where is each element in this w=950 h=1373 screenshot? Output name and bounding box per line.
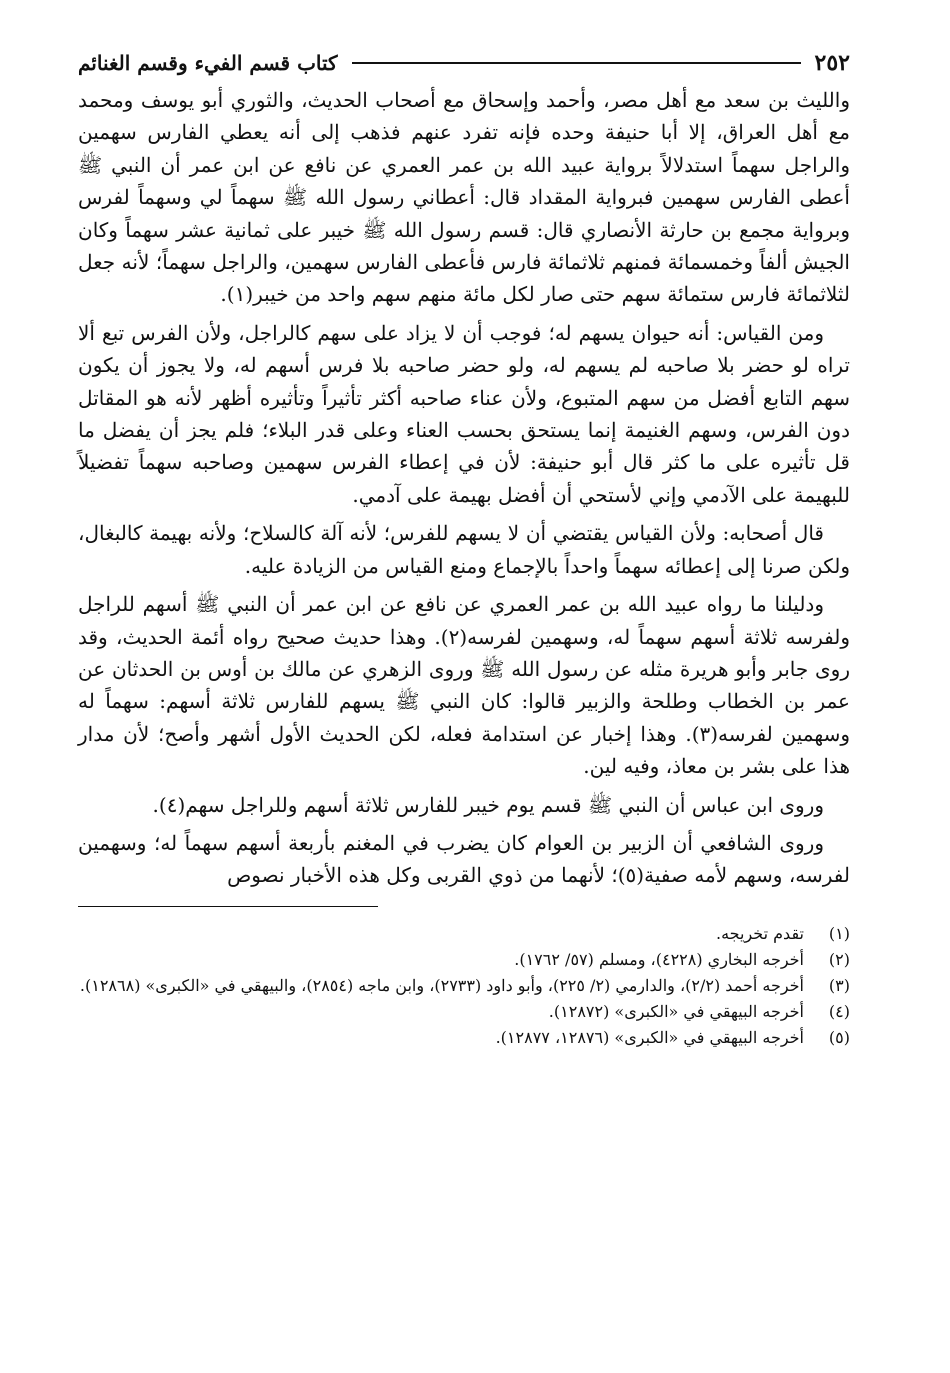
footnote-divider bbox=[78, 906, 378, 907]
footnotes bbox=[78, 921, 850, 1051]
footnote bbox=[78, 947, 850, 973]
footnote-text: أخرجه البيهقي في «الكبرى» (١٢٨٧٦، ١٢٨٧٧). bbox=[495, 1027, 804, 1047]
header-divider bbox=[352, 62, 801, 64]
footnote-text: أخرجه البخاري (٤٢٢٨)، ومسلم (٥٧/ ١٧٦٢). bbox=[514, 949, 804, 969]
paragraph: قال أصحابه: ولأن القياس يقتضي أن لا يسهم للفرس؛ لأنه آلة كالسلاح؛ ولأنه بهيمة كالبغال، ولكن صرنا إلى إعطائه سهماً واحداً بالإجماع ومنع القياس من الزيادة عليه. bbox=[78, 521, 850, 578]
footnote bbox=[78, 973, 850, 999]
footnote-number: (٥) bbox=[828, 1027, 850, 1047]
footnote-text: أخرجه أحمد (٢/٢)، والدارمي (٢/ ٢٢٥)، وأبو داود (٢٧٣٣)، وابن ماجه (٢٨٥٤)، والبيهقي في «الكبرى» (١٢٨٦٨). bbox=[79, 975, 804, 995]
footnote-number: (٤) bbox=[828, 1001, 850, 1021]
page-header bbox=[78, 46, 850, 80]
paragraph: وروى الشافعي أن الزبير بن العوام كان يضرب في المغنم بأربعة أسهم سهماً له؛ وسهمين لفرسه، وسهم لأمه صفية(٥)؛ لأنهما من ذوي القربى وكل هذه الأخبار نصوص bbox=[78, 830, 850, 888]
footnote-number: (٣) bbox=[828, 975, 850, 995]
footnote-text: أخرجه البيهقي في «الكبرى» (١٢٨٧٢). bbox=[548, 1001, 804, 1021]
paragraph: والليث بن سعد مع أهل مصر، وأحمد وإسحاق مع أصحاب الحديث، والثوري أبو يوسف ومحمد مع أهل العراق، إلا أبا حنيفة وحده فإنه تفرد عنهم فذهب إلى أنه يعطي الفارس سهمين والراجل سهماً استدلالاً برواية عبيد الله بن عمر العمري عن نافع عن ابن عمر أن النبي ﷺ أعطى الفارس سهمين فبرواية المقداد قال: أعطاني رسول الله ﷺ سهماً لي وسهماً لفرس وبرواية مجمع بن حارثة الأنصاري قال: قسم رسول الله ﷺ خيبر على ثمانية عشر سهماً وكان الجيش ألفاً وخمسمائة فمنهم ثلاثمائة فارس فأعطى الفارس سهمين، والراجل سهماً؛ لأنه جعل لثلاثمائة فارس ستمائة سهم حتى صار لكل مائة منهم سهم واحد من خيبر(١). bbox=[78, 88, 850, 307]
footnote-number: (٢) bbox=[828, 949, 850, 969]
page-number: ٢٥٢ bbox=[814, 50, 850, 76]
paragraph: ودليلنا ما رواه عبيد الله بن عمر العمري عن نافع عن ابن عمر أن النبي ﷺ أسهم للراجل ولفرسه ثلاثة أسهم سهماً له، وسهمين لفرسه(٢). وهذا حديث صحيح رواه أئمة الحديث، وقد روى جابر وأبو هريرة مثله عن رسول الله ﷺ وروى الزهري عن مالك بن أوس بن الحدثان عن عمر بن الخطاب وطلحة والزبير قالوا: كان النبي ﷺ يسهم للفارس ثلاثة أسهم: سهماً له وسهمين لفرسه(٣). وهذا إخبار عن استدامة فعله، لكن الحديث الأول أشهر وأصح؛ لأن مدار هذا على بشر بن معاذ، وفيه لين. bbox=[78, 592, 850, 779]
footnote bbox=[78, 1025, 850, 1051]
main-text bbox=[78, 84, 850, 892]
footnote bbox=[78, 921, 850, 947]
book-page bbox=[78, 46, 850, 1051]
running-title: كتاب قسم الفيء وقسم الغنائم bbox=[78, 51, 338, 75]
footnote-number: (١) bbox=[828, 923, 850, 943]
paragraph: وروى ابن عباس أن النبي ﷺ قسم يوم خيبر للفارس ثلاثة أسهم وللراجل سهم(٤). bbox=[152, 792, 824, 817]
paragraph: ومن القياس: أنه حيوان يسهم له؛ فوجب أن لا يزاد على سهم كالراجل، ولأن الفرس تبع ألا تراه لو حضر بلا صاحبه لم يسهم له، ولو حضر صاحبه بلا فرس أسهم له، ولا يجوز أن يكون سهم التابع أفضل من سهم المتبوع، ولأن عناء صاحبه أكثر تأثيراً وتأثيره أظهر لأنه هو المقاتل دون الفرس، وسهم الغنيمة إنما يستحق بحسب العناء وعلى قدر البلاء؛ فلم يجز أن يفضل ما قل تأثيره على ما كثر قال أبو حنيفة: لأن في إعطاء الفرس سهمين وصاحبه سهماً تفضيلاً للبهيمة على الآدمي وإني لأستحي أن أفضل بهيمة على آدمي. bbox=[78, 320, 851, 507]
footnote bbox=[78, 999, 850, 1025]
footnote-text: تقدم تخريجه. bbox=[716, 923, 804, 943]
